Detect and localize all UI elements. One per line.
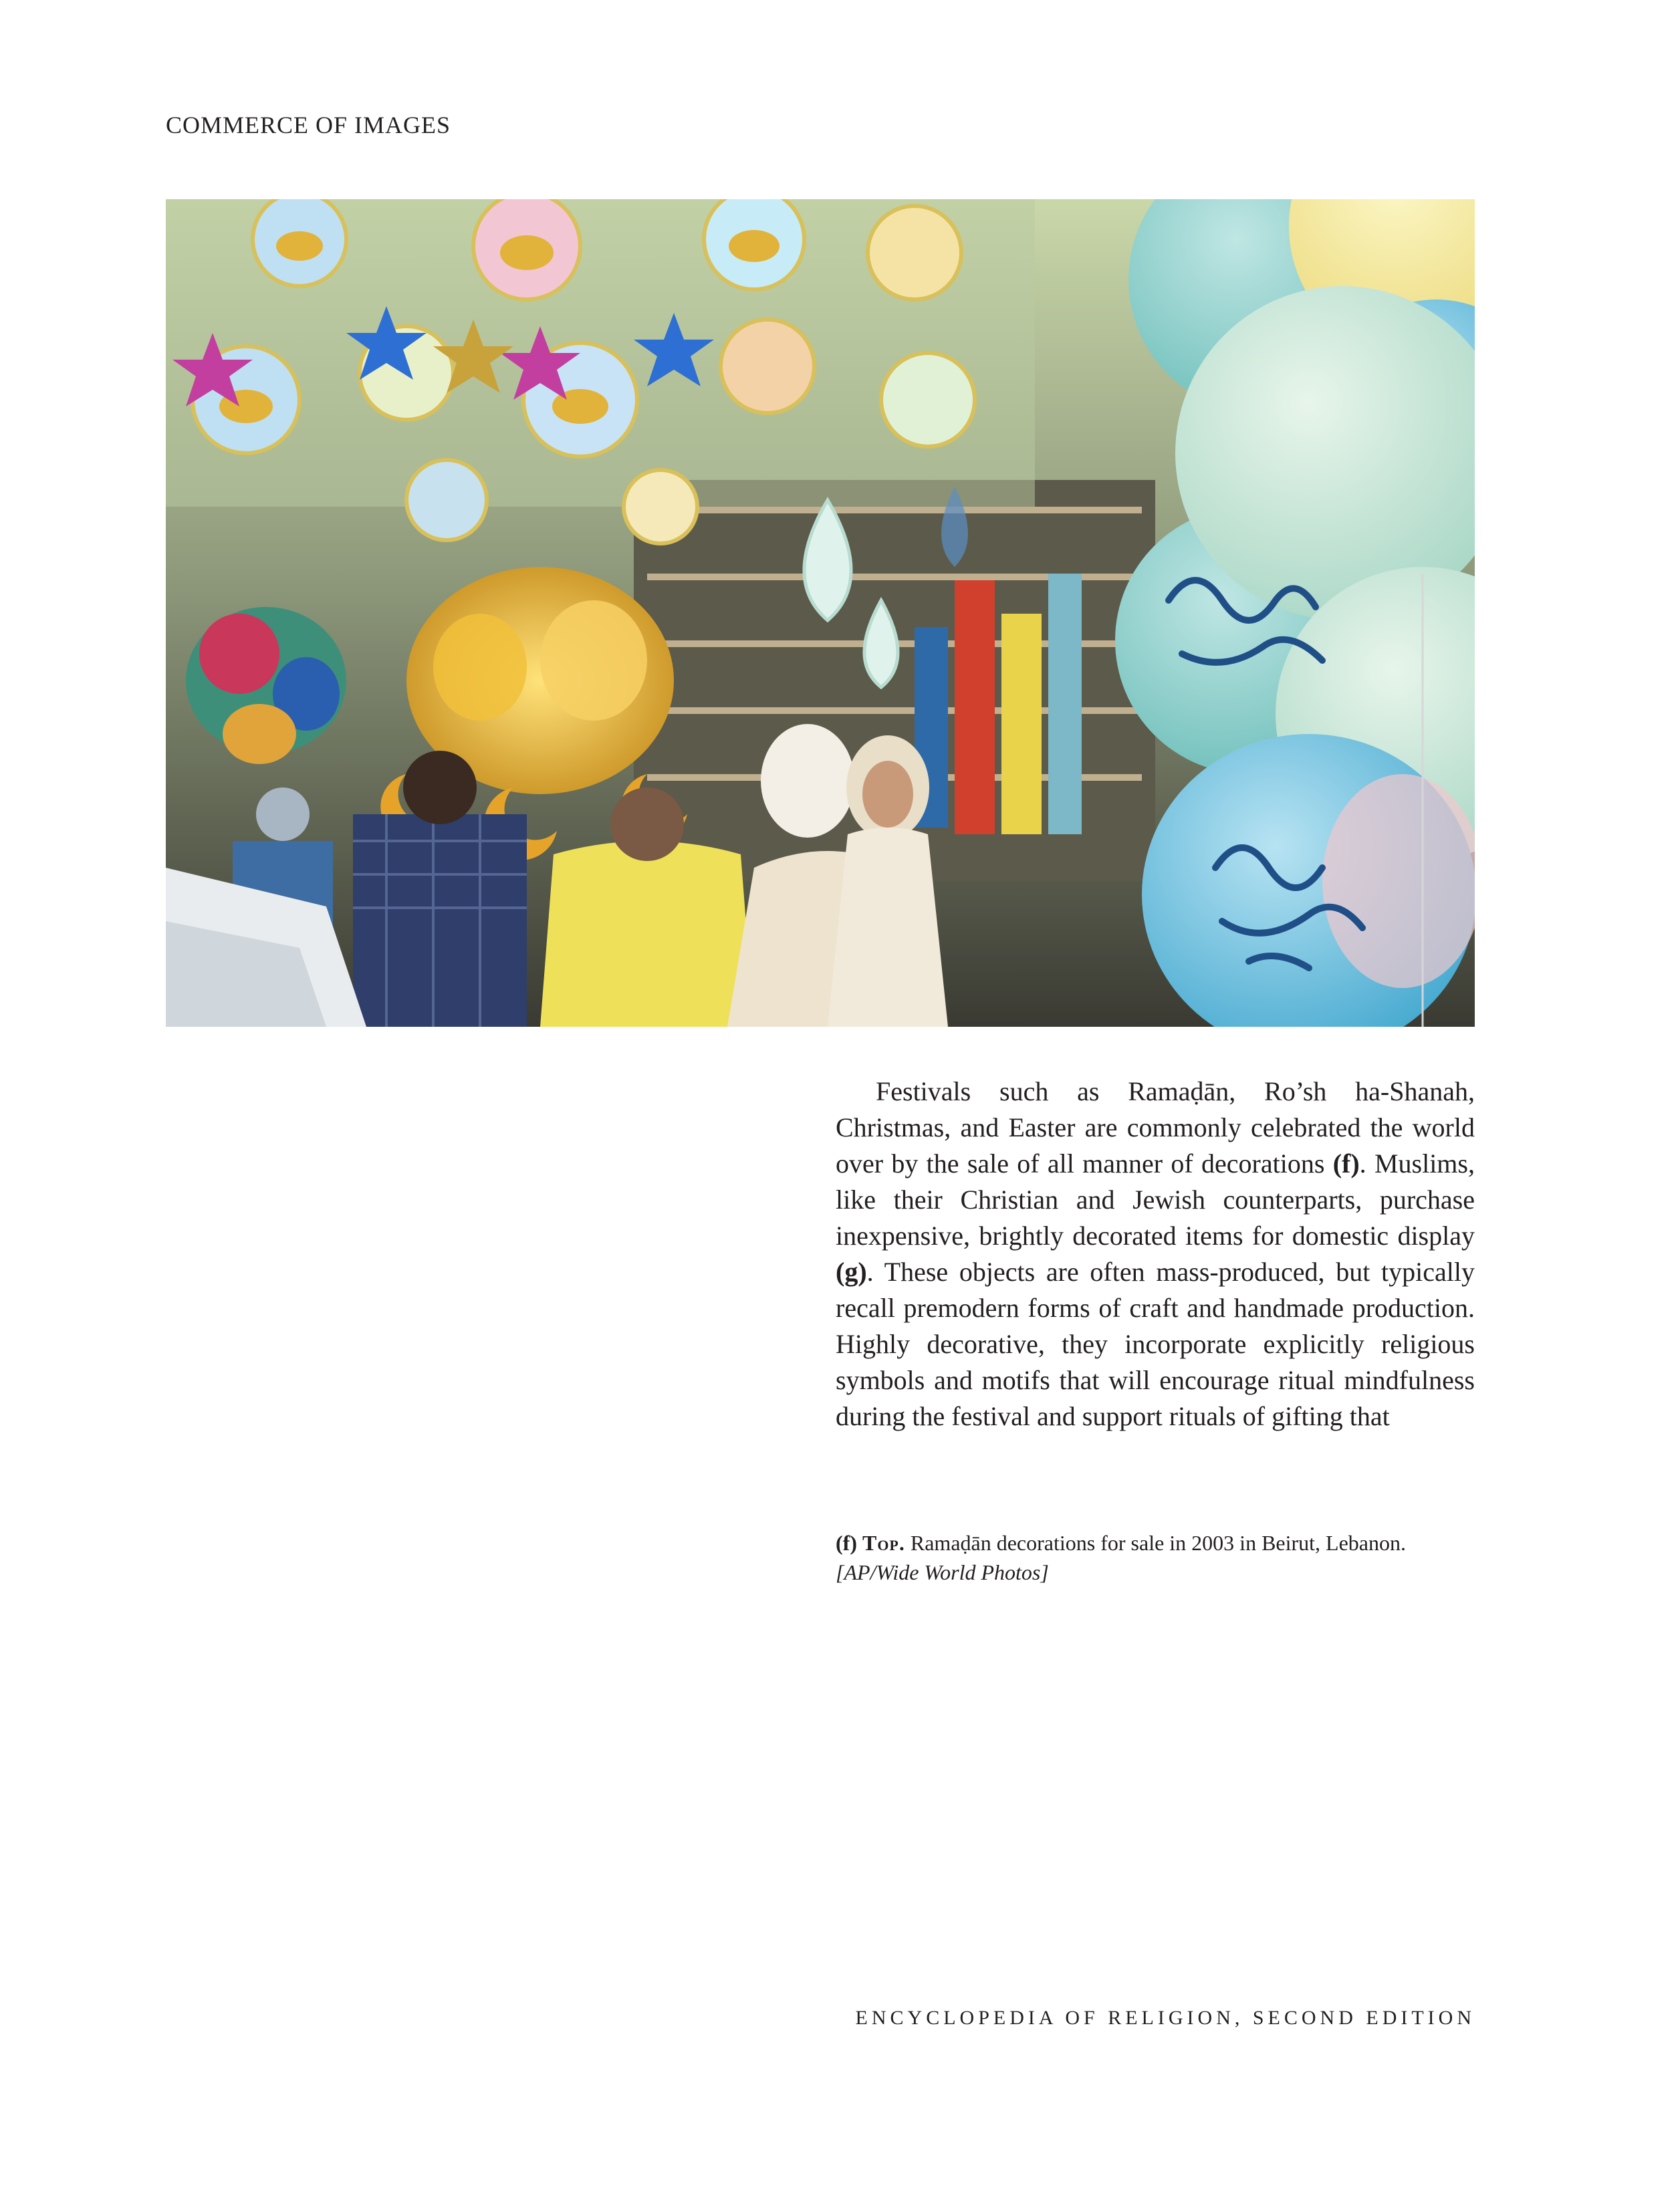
- body-paragraph: [836, 1074, 1475, 1435]
- photo-ramadan-decorations: [166, 199, 1475, 1027]
- footer-running-title: ENCYCLOPEDIA OF RELIGION, SECOND EDITION: [855, 2007, 1475, 2029]
- body-text-part-1: Festivals such as Ramaḍān, Ro’sh ha-Shanah, Christmas, and Easter are commonly celebrated the world over by the sale of all manner of decorations: [836, 1076, 1475, 1179]
- caption-position-label: Top.: [862, 1531, 905, 1555]
- figure-caption: [836, 1528, 1475, 1587]
- photo-illustration: [166, 199, 1475, 1027]
- caption-text: Ramaḍān decorations for sale in 2003 in Beirut, Lebanon.: [905, 1531, 1406, 1555]
- running-head: COMMERCE OF IMAGES: [166, 112, 451, 138]
- caption-credit: [AP/Wide World Photos]: [836, 1560, 1049, 1584]
- body-text-part-3: . These objects are often mass-produced, but typically recall premodern forms of craft and handmade production. Highly decorative, they incorporate explicitly religious symbols and motifs that will encourage ritual mindfulness during the festival and support rituals of gifting that: [836, 1257, 1475, 1431]
- figure-ref-g: (g): [836, 1257, 867, 1287]
- caption-ref: (f): [836, 1531, 857, 1555]
- figure-ref-f: (f): [1332, 1148, 1360, 1179]
- body-text: [836, 1074, 1475, 1435]
- body-text-part-2: . Muslims, like their Christian and Jewish counterparts, purchase inexpensive, brightly decorated items for domestic display: [836, 1148, 1475, 1251]
